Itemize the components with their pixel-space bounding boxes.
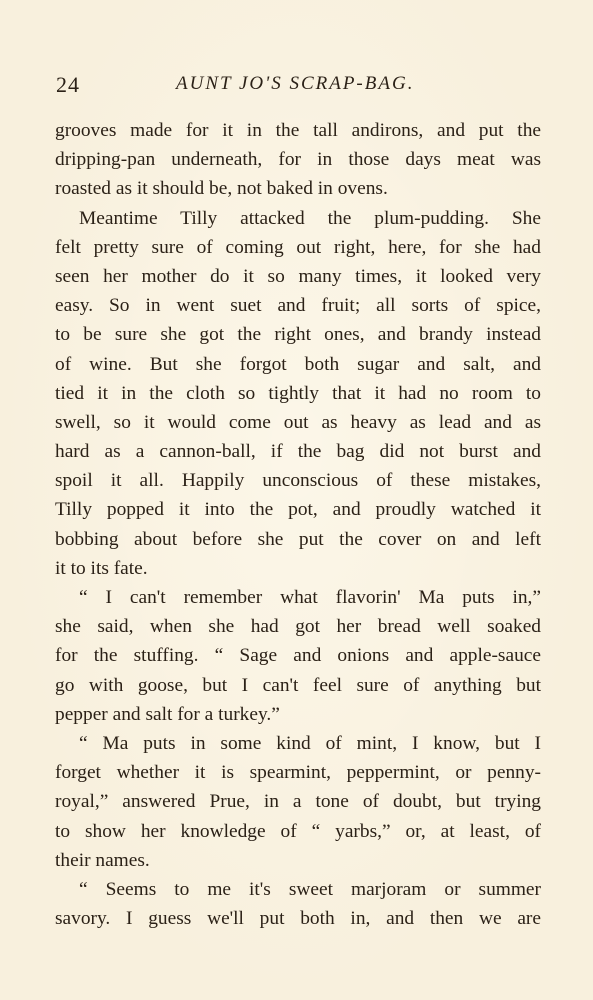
text-line: she said, when she had got her bread well soaked <box>55 616 541 638</box>
text-line: dripping-pan underneath, for in those days meat was <box>55 149 541 171</box>
text-line: to be sure she got the right ones, and brandy instead <box>55 324 541 346</box>
page-number: 24 <box>56 72 80 97</box>
text-line: swell, so it would come out as heavy as lead and as <box>55 411 541 433</box>
text-line: hard as a cannon-ball, if the bag did not burst and <box>55 441 541 463</box>
text-line: go with goose, but I can't feel sure of anything but <box>55 674 541 696</box>
text-line: their names. <box>55 849 150 871</box>
text-line: spoil it all. Happily unconscious of these mistakes, <box>55 470 541 492</box>
text-line: “ Ma puts in some kind of mint, I know, but I <box>79 732 541 754</box>
text-line: savory. I guess we'll put both in, and then we are <box>55 908 541 930</box>
text-line: tied it in the cloth so tightly that it had no room to <box>55 382 541 404</box>
text-line: bobbing about before she put the cover on and left <box>55 528 541 550</box>
text-line: grooves made for it in the tall andirons, and put the <box>55 120 541 141</box>
text-line: felt pretty sure of coming out right, here, for she had <box>55 236 541 258</box>
text-line: roasted as it should be, not baked in ovens. <box>55 178 388 200</box>
text-line: of wine. But she forgot both sugar and salt, and <box>55 353 541 375</box>
text-line: to show her knowledge of “ yarbs,” or, at least, of <box>55 820 541 842</box>
text-line: pepper and salt for a turkey.” <box>55 703 280 725</box>
text-line: it to its fate. <box>55 557 148 579</box>
body-text <box>55 116 541 933</box>
text-line: for the stuffing. “ Sage and onions and apple-sauce <box>55 645 541 667</box>
text-line: “ I can't remember what flavorin' Ma puts in,” <box>79 587 541 608</box>
text-line: forget whether it is spearmint, peppermint, or penny- <box>55 762 541 784</box>
text-line: Tilly popped it into the pot, and proudly watched it <box>55 499 541 521</box>
running-head <box>56 72 540 102</box>
text-line: Meantime Tilly attacked the plum-pudding. She <box>79 207 541 229</box>
text-line: “ Seems to me it's sweet marjoram or summer <box>79 878 541 900</box>
text-line: royal,” answered Prue, in a tone of doubt, but trying <box>55 791 541 813</box>
text-line: easy. So in went suet and fruit; all sorts of spice, <box>55 295 541 317</box>
text-line: seen her mother do it so many times, it looked very <box>55 265 541 287</box>
book-title: AUNT JO'S SCRAP-BAG. <box>176 73 415 94</box>
